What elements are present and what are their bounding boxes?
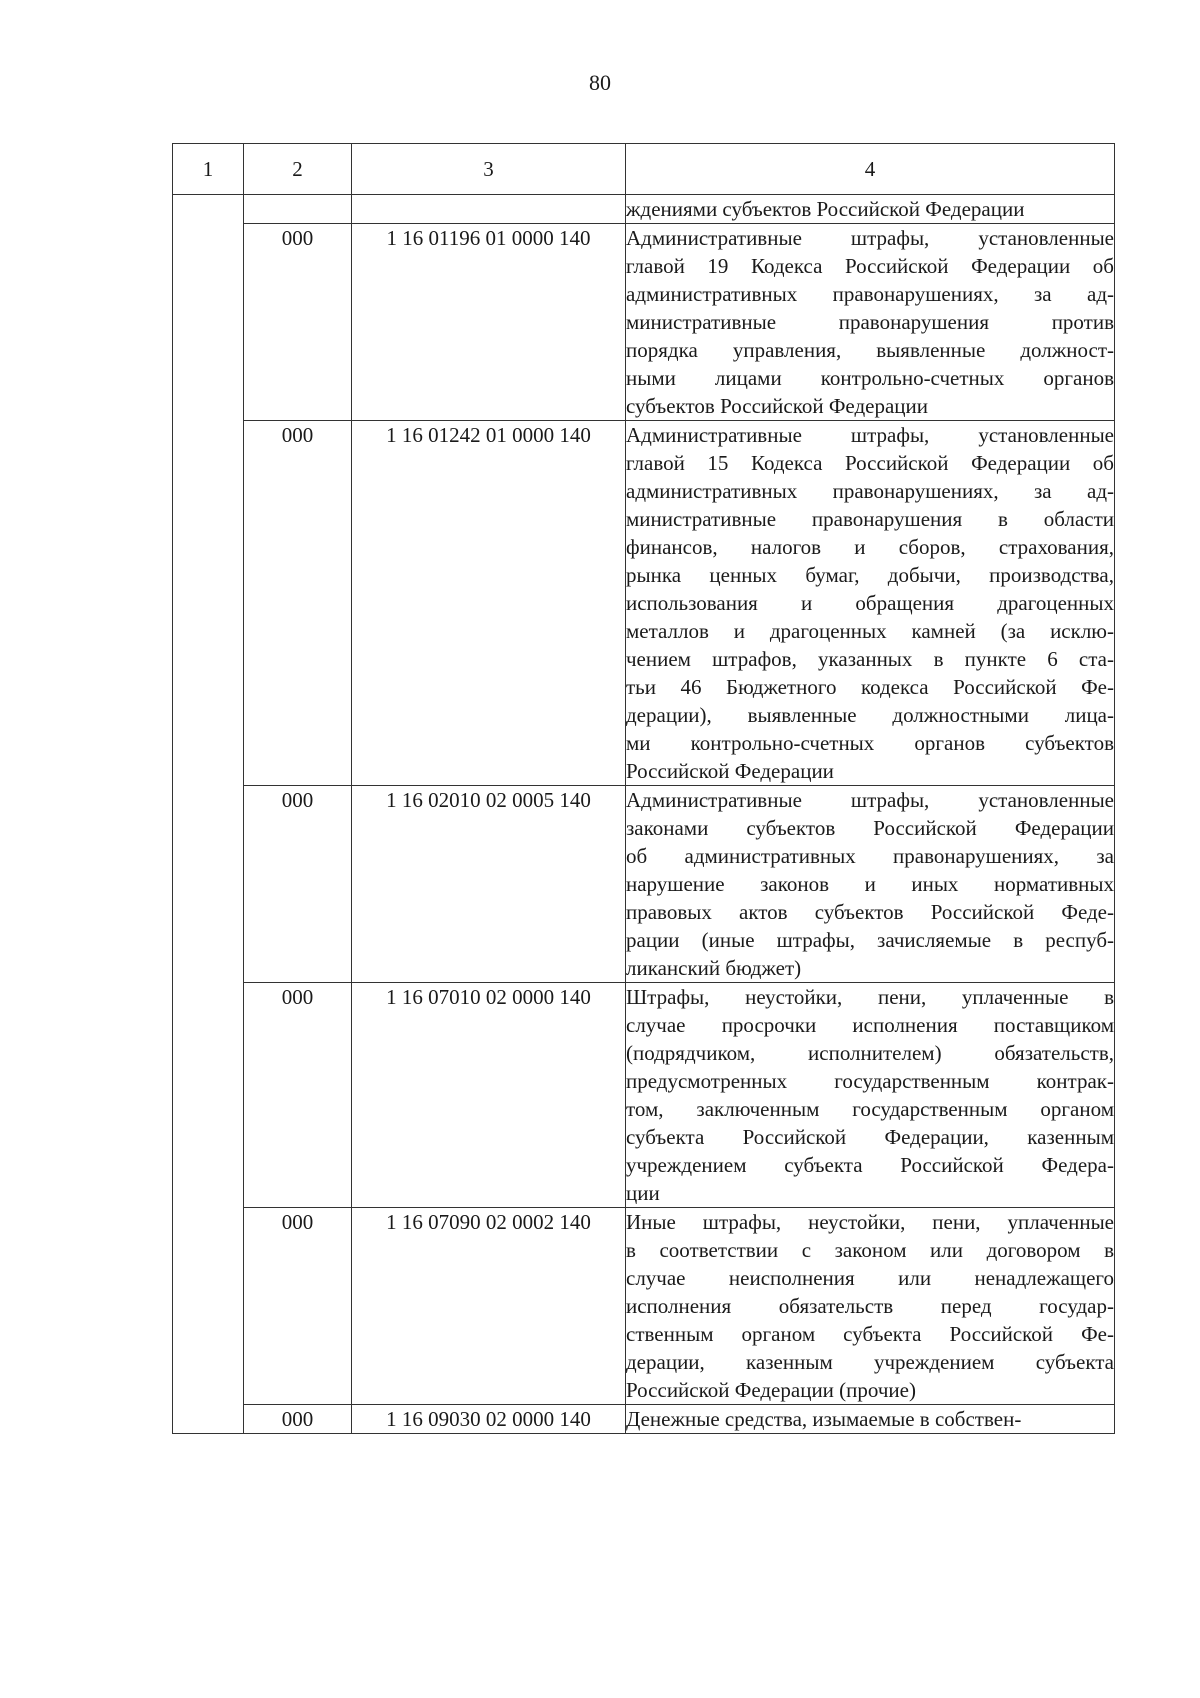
description-line: рации (иные штрафы, зачисляемые в респуб-	[626, 928, 1114, 952]
budget-code-cell: 1 16 01242 01 0000 140	[352, 421, 626, 786]
description-line: главой 15 Кодекса Российской Федерации об	[626, 451, 1114, 475]
table-header-row	[173, 144, 1115, 195]
description-line: законами субъектов Российской Федерации	[626, 816, 1114, 840]
administrator-code-cell	[244, 195, 352, 224]
administrator-code-cell: 000	[244, 786, 352, 983]
description-line: ждениями субъектов Российской Федерации	[626, 197, 1025, 221]
description-line: ственным органом субъекта Российской Фе-	[626, 1322, 1114, 1346]
description-line: использования и обращения драгоценных	[626, 591, 1114, 615]
description-line: том, заключенным государственным органом	[626, 1097, 1114, 1121]
description-line: нарушение законов и иных нормативных	[626, 872, 1114, 896]
description-line: главой 19 Кодекса Российской Федерации об	[626, 254, 1114, 278]
description-line: (подрядчиком, исполнителем) обязательств,	[626, 1041, 1114, 1065]
budget-code-cell: 1 16 07010 02 0000 140	[352, 983, 626, 1208]
row-number-cell	[173, 1405, 244, 1434]
description-line: правовых актов субъектов Российской Феде-	[626, 900, 1114, 924]
page-number: 80	[589, 70, 611, 95]
description-cell	[626, 1208, 1115, 1405]
description-line: субъектов Российской Федерации	[626, 394, 929, 418]
description-line: дерации, казенным учреждением субъекта	[626, 1350, 1114, 1374]
table-row	[173, 421, 1115, 786]
description-line: дерации), выявленные должностными лица-	[626, 703, 1114, 727]
row-number-cell	[173, 195, 244, 224]
description-line: ными лицами контрольно-счетных органов	[626, 366, 1114, 390]
budget-code-cell: 1 16 02010 02 0005 140	[352, 786, 626, 983]
description-line: в соответствии с законом или договором в	[626, 1238, 1114, 1262]
table-row	[173, 195, 1115, 224]
description-cell	[626, 195, 1115, 224]
description-line: министративные правонарушения в области	[626, 507, 1114, 531]
administrator-code-cell: 000	[244, 983, 352, 1208]
description-line: Денежные средства, изымаемые в собствен-	[626, 1407, 1022, 1431]
table-row	[173, 224, 1115, 421]
description-line: Административные штрафы, установленные	[626, 788, 1114, 812]
row-number-cell	[173, 421, 244, 786]
description-line: субъекта Российской Федерации, казенным	[626, 1125, 1114, 1149]
budget-code-cell	[352, 195, 626, 224]
description-line: Российской Федерации (прочие)	[626, 1378, 916, 1402]
description-line: предусмотренных государственным контрак-	[626, 1069, 1114, 1093]
description-line: ции	[626, 1181, 660, 1205]
budget-classification-table	[172, 143, 1115, 1434]
description-cell	[626, 983, 1115, 1208]
row-number-cell	[173, 983, 244, 1208]
table-row	[173, 983, 1115, 1208]
row-number-cell	[173, 1208, 244, 1405]
description-line: Российской Федерации	[626, 759, 834, 783]
description-line: случае просрочки исполнения поставщиком	[626, 1013, 1114, 1037]
description-cell	[626, 786, 1115, 983]
table-row	[173, 1208, 1115, 1405]
description-line: административных правонарушениях, за ад-	[626, 282, 1114, 306]
row-number-cell	[173, 786, 244, 983]
table-row	[173, 786, 1115, 983]
description-cell	[626, 421, 1115, 786]
description-line: тьи 46 Бюджетного кодекса Российской Фе-	[626, 675, 1114, 699]
administrator-code-cell: 000	[244, 224, 352, 421]
column-header-4: 4	[626, 144, 1115, 195]
administrator-code-cell: 000	[244, 1208, 352, 1405]
description-line: административных правонарушениях, за ад-	[626, 479, 1114, 503]
description-line: Административные штрафы, установленные	[626, 423, 1114, 447]
description-cell	[626, 224, 1115, 421]
description-line: об административных правонарушениях, за	[626, 844, 1114, 868]
budget-code-cell: 1 16 07090 02 0002 140	[352, 1208, 626, 1405]
description-line: металлов и драгоценных камней (за исклю-	[626, 619, 1114, 643]
description-line: учреждением субъекта Российской Федера-	[626, 1153, 1114, 1177]
description-line: финансов, налогов и сборов, страхования,	[626, 535, 1114, 559]
description-line: Иные штрафы, неустойки, пени, уплаченные	[626, 1210, 1114, 1234]
description-line: исполнения обязательств перед государ-	[626, 1294, 1114, 1318]
description-line: Административные штрафы, установленные	[626, 226, 1114, 250]
table-row	[173, 1405, 1115, 1434]
administrator-code-cell: 000	[244, 421, 352, 786]
description-line: порядка управления, выявленные должност-	[626, 338, 1114, 362]
description-line: случае неисполнения или ненадлежащего	[626, 1266, 1114, 1290]
budget-code-cell: 1 16 09030 02 0000 140	[352, 1405, 626, 1434]
description-cell	[626, 1405, 1115, 1434]
description-line: ликанский бюджет)	[626, 956, 802, 980]
column-header-3: 3	[352, 144, 626, 195]
table-body	[173, 195, 1115, 1434]
description-line: рынка ценных бумаг, добычи, производства,	[626, 563, 1114, 587]
administrator-code-cell: 000	[244, 1405, 352, 1434]
description-line: чением штрафов, указанных в пункте 6 ста-	[626, 647, 1114, 671]
description-line: министративные правонарушения против	[626, 310, 1114, 334]
column-header-2: 2	[244, 144, 352, 195]
description-line: ми контрольно-счетных органов субъектов	[626, 731, 1114, 755]
column-header-1: 1	[173, 144, 244, 195]
budget-code-cell: 1 16 01196 01 0000 140	[352, 224, 626, 421]
row-number-cell	[173, 224, 244, 421]
description-line: Штрафы, неустойки, пени, уплаченные в	[626, 985, 1114, 1009]
